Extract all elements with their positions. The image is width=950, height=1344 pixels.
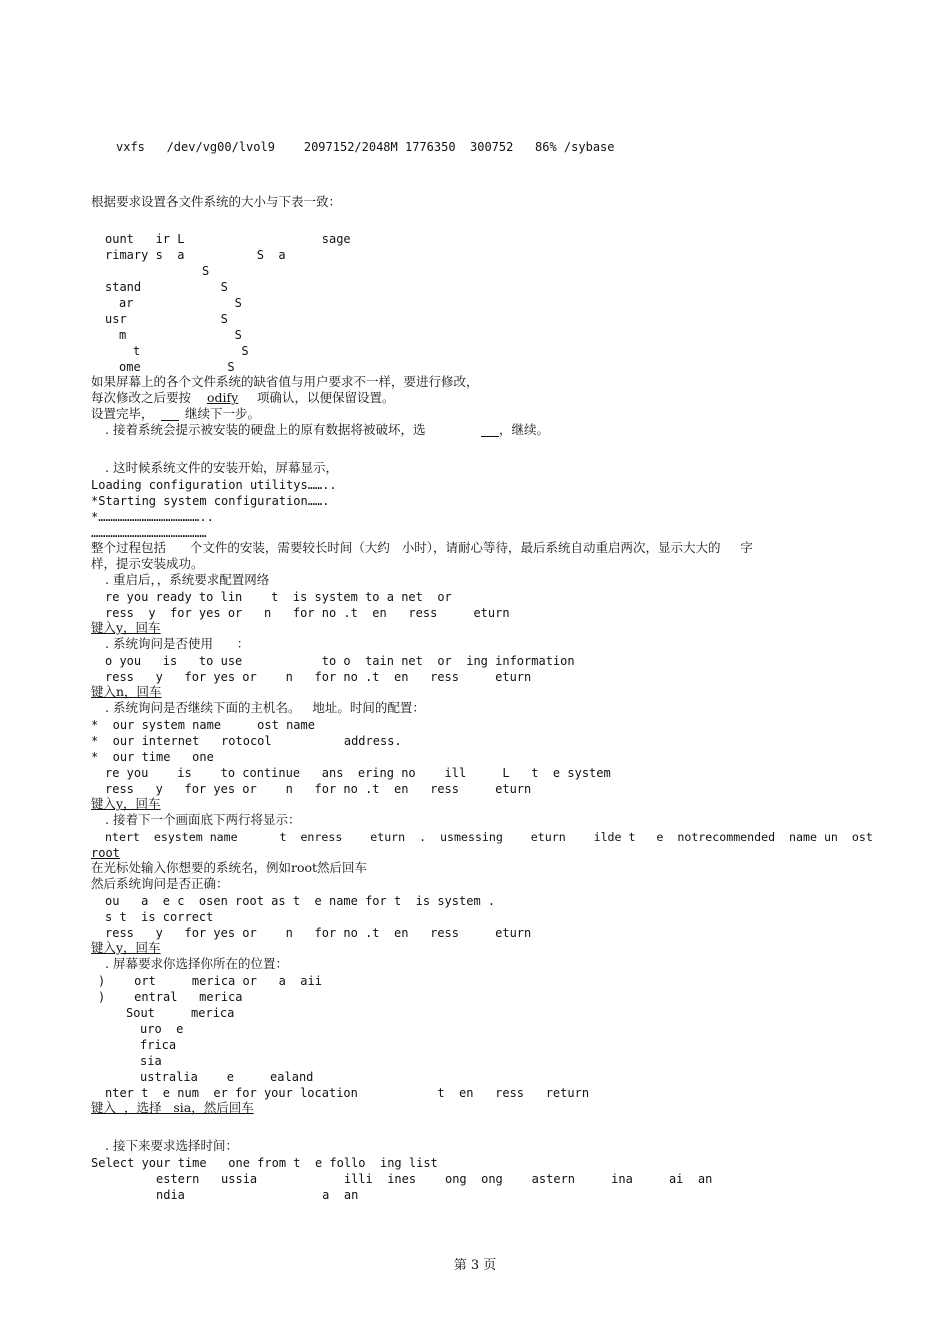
keystroke-instruction: 键入y，回车 xyxy=(91,796,161,811)
console-line: ) ort merica or a aii xyxy=(98,974,322,988)
body-text: . 这时候系统文件的安装开始，屏幕显示， xyxy=(105,460,338,475)
body-text: 样，提示安装成功。 xyxy=(91,556,204,571)
body-text: . 系统询问是否继续下面的主机名。 地址。时间的配置： xyxy=(105,700,425,715)
console-line: * our time one xyxy=(91,750,214,764)
keystroke-instruction: 键入 ，选择 sia，然后回车 xyxy=(91,1100,254,1115)
df-output-line: vxfs /dev/vg00/lvol9 2097152/2048M 1776350 300752 86% /sybase xyxy=(116,140,615,154)
console-line: * our system name ost name xyxy=(91,718,315,732)
body-text: 整个过程包括 个文件的安装，需要较长时间（大约 小时），请耐心等待，最后系统自动重启两次，显示大大的 字 xyxy=(91,540,753,555)
fs-table-row: S xyxy=(202,264,210,278)
console-line: *…………………………………….. xyxy=(91,510,214,524)
console-line: ustralia e ealand xyxy=(140,1070,314,1084)
body-text: 在光标处输入你想要的系统名，例如root然后回车 xyxy=(91,860,368,875)
console-line: * our internet rotocol address. xyxy=(91,734,402,748)
fs-table-header: ount ir L sage xyxy=(105,232,351,246)
console-line: ………………………………………… xyxy=(91,526,207,540)
body-text: ，继续。 xyxy=(499,422,550,437)
body-text-underlined: odify xyxy=(207,390,239,405)
console-line: ndia a an xyxy=(156,1188,359,1202)
keystroke-instruction: 键入n，回车 xyxy=(91,684,162,699)
body-text: 每次修改之后要按 xyxy=(91,390,192,405)
console-line: ress y for yes or n for no .t en ress eturn xyxy=(105,782,532,796)
console-line: Sout merica xyxy=(126,1006,235,1020)
console-line: estern ussia illi ines ong ong astern ina ai an xyxy=(156,1172,713,1186)
console-line: ntert esystem name t enress eturn . usmessing eturn ilde t e notrecommended name un ost xyxy=(105,830,873,844)
keystroke-instruction: 键入y，回车 xyxy=(91,620,161,635)
instruction-text: 根据要求设置各文件系统的大小与下表一致： xyxy=(91,194,342,209)
fs-table-row: m S xyxy=(119,328,242,342)
fs-table-row: usr S xyxy=(105,312,228,326)
fs-table-row: t S xyxy=(133,344,249,358)
console-line: uro e xyxy=(140,1022,184,1036)
console-line: nter t e num er for your location t en ress return xyxy=(105,1086,590,1100)
body-text: . 接着下一个画面底下两行将显示： xyxy=(105,812,301,827)
body-text: 如果屏幕上的各个文件系统的缺省值与用户要求不一样，要进行修改， xyxy=(91,374,479,389)
body-text: . 屏幕要求你选择你所在的位置： xyxy=(105,956,288,971)
blank-underline xyxy=(161,406,179,421)
body-text: . 重启后，，系统要求配置网络 xyxy=(105,572,270,587)
page-number: 第 3 页 xyxy=(453,1258,497,1273)
body-text: 然后系统询问是否正确： xyxy=(91,876,229,891)
body-text: . 系统询问是否使用 ： xyxy=(105,636,250,651)
console-line: ress y for yes or n for no .t en ress eturn xyxy=(105,606,510,620)
console-line: ress y for yes or n for no .t en ress eturn xyxy=(105,670,532,684)
console-line: ) entral merica xyxy=(98,990,243,1004)
fs-table-row: ar S xyxy=(119,296,242,310)
console-line: s t is correct xyxy=(105,910,214,924)
fs-table-row: ome S xyxy=(119,360,235,374)
console-line: re you ready to lin t is system to a net or xyxy=(105,590,452,604)
fs-table-row: rimary s a S a xyxy=(105,248,286,262)
console-line: o you is to use to o tain net or ing information xyxy=(105,654,575,668)
body-text: 设置完毕， xyxy=(91,406,154,421)
blank-underline xyxy=(481,422,499,437)
console-line: re you is to continue ans ering no ill L t e system xyxy=(105,766,611,780)
console-line: sia xyxy=(140,1054,162,1068)
body-text: . 接下来要求选择时间： xyxy=(105,1138,238,1153)
console-line: ress y for yes or n for no .t en ress eturn xyxy=(105,926,532,940)
body-text: 项确认，以便保留设置。 xyxy=(257,390,395,405)
console-line: Select your time one from t e follo ing list xyxy=(91,1156,438,1170)
console-line: frica xyxy=(140,1038,177,1052)
console-line-underlined: root xyxy=(91,846,120,860)
keystroke-instruction: 键入y，回车 xyxy=(91,940,161,955)
console-line: Loading configuration utilitys…….. xyxy=(91,478,337,492)
body-text: 继续下一步。 xyxy=(185,406,261,421)
console-line: ou a e c osen root as t e name for t is system . xyxy=(105,894,496,908)
body-text: . 接着系统会提示被安装的硬盘上的原有数据将被破坏，选 xyxy=(105,422,426,437)
fs-table-row: stand S xyxy=(105,280,228,294)
console-line: *Starting system configuration……. xyxy=(91,494,330,508)
